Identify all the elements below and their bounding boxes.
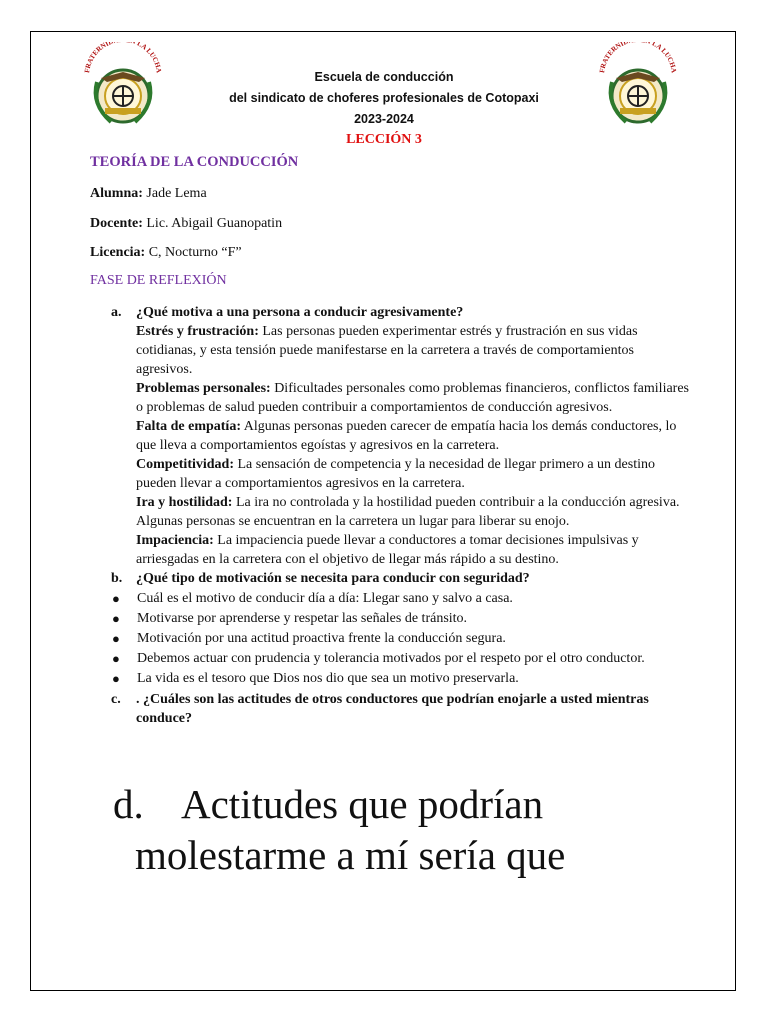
answer-item-term: Impaciencia: (136, 533, 214, 548)
question-a (111, 303, 691, 322)
answer-item (136, 493, 691, 531)
bullet-item (111, 629, 691, 648)
bullet-text: Motivarse por aprenderse y respetar las señales de tránsito. (137, 611, 468, 626)
document-page (30, 31, 736, 991)
section-title: TEORÍA DE LA CONDUCCIÓN (90, 154, 299, 170)
bullet-item (111, 649, 691, 668)
bullet-item (111, 669, 691, 688)
bullet-text: Cuál es el motivo de conducir día a día: Llegar sano y salvo a casa. (137, 591, 513, 606)
school-year: 2023-2024 (354, 112, 414, 126)
school-name: Escuela de conducción (314, 70, 454, 84)
answer-item-term: Problemas personales: (136, 381, 271, 396)
answer-d-line1: Actitudes que podrían (181, 781, 544, 827)
answer-item (136, 322, 691, 379)
answer-item-text: La sensación de competencia y la necesidad de llegar primero a un destino pueden llevar a comportamientos agresivos en la carretera. (136, 457, 655, 491)
question-b-text: ¿Qué tipo de motivación se necesita para conducir con seguridad? (136, 571, 530, 586)
answer-item (136, 531, 691, 569)
question-b (111, 569, 691, 588)
bullet-text: La vida es el tesoro que Dios nos dio que sea un motivo preservarla. (137, 671, 519, 686)
phase-title: FASE DE REFLEXIÓN (90, 273, 227, 288)
answer-item-text: La ira no controlada y la hostilidad pueden contribuir a la conducción agresiva. Algunas personas se encuentran en la carretera un lugar para liberar su enojo. (136, 495, 680, 529)
bullet-icon: ● (112, 611, 120, 626)
question-a-letter: a. (111, 305, 122, 320)
bullet-icon: ● (112, 651, 120, 666)
union-emblem-left (81, 42, 165, 130)
answer-d-first-line (113, 779, 713, 830)
teacher-value: Lic. Abigail Guanopatin (142, 216, 283, 231)
license-field (90, 245, 242, 261)
answer-d-letter: d. (113, 781, 144, 827)
union-name: del sindicato de choferes profesionales de Cotopaxi (229, 91, 539, 105)
student-label: Alumna: (90, 186, 143, 201)
student-field (90, 186, 207, 202)
bullet-item (111, 609, 691, 628)
lesson-title: LECCIÓN 3 (346, 132, 422, 147)
bullet-item (111, 589, 691, 608)
question-c-letter: c. (111, 692, 121, 707)
teacher-field (90, 216, 282, 232)
answer-item-text: Algunas personas pueden carecer de empatía hacia los demás conductores, lo que lleva a comportamientos egoístas y agresivos en la carretera. (136, 419, 677, 453)
question-c (111, 690, 691, 728)
question-c-text: . ¿Cuáles son las actitudes de otros conductores que podrían enojarle a usted mientras conduce? (136, 692, 649, 726)
answer-item-text: Dificultades personales como problemas financieros, conflictos familiares o problemas de salud pueden contribuir a comportamientos de conducción agresivos. (136, 381, 689, 415)
answer-d-line2: molestarme a mí sería que (135, 832, 566, 878)
answer-item-term: Competitividad: (136, 457, 234, 472)
document-header (181, 67, 587, 150)
answer-item-term: Estrés y frustración: (136, 324, 259, 339)
bullet-icon: ● (112, 631, 120, 646)
bullet-text: Motivación por una actitud proactiva frente la conducción segura. (137, 631, 506, 646)
emblem-right-text: FRATERNID LA LUCHA (598, 42, 678, 74)
answer-item (136, 379, 691, 417)
answer-item-text: Las personas pueden experimentar estrés y frustración en sus vidas cotidianas, y esta tensión puede manifestarse en la carretera a través de comportamientos agresivos. (136, 324, 638, 377)
answer-item-term: Falta de empatía: (136, 419, 241, 434)
answer-d (113, 779, 713, 881)
question-b-letter: b. (111, 571, 123, 586)
reflection-body (111, 303, 691, 728)
answer-item-term: Ira y hostilidad: (136, 495, 233, 510)
bullet-icon: ● (112, 671, 120, 686)
bullet-text: Debemos actuar con prudencia y tolerancia motivados por el respeto por el otro conductor. (137, 651, 645, 666)
answer-item-text: La impaciencia puede llevar a conductores a tomar decisiones impulsivas y arriesgadas en la carretera con el objetivo de llegar más rápido a su destino. (136, 533, 639, 567)
question-a-text: ¿Qué motiva a una persona a conducir agresivamente? (136, 305, 464, 320)
student-value: Jade Lema (142, 186, 207, 201)
bullet-icon: ● (112, 591, 120, 606)
license-label: Licencia: (90, 245, 146, 260)
license-value: C, Nocturno “F” (145, 245, 242, 260)
union-emblem-right (596, 42, 680, 130)
emblem-left-text: FRATERNID LA LUCHA (83, 42, 163, 74)
teacher-label: Docente: (90, 216, 143, 231)
answer-item (136, 417, 691, 455)
answer-item (136, 455, 691, 493)
